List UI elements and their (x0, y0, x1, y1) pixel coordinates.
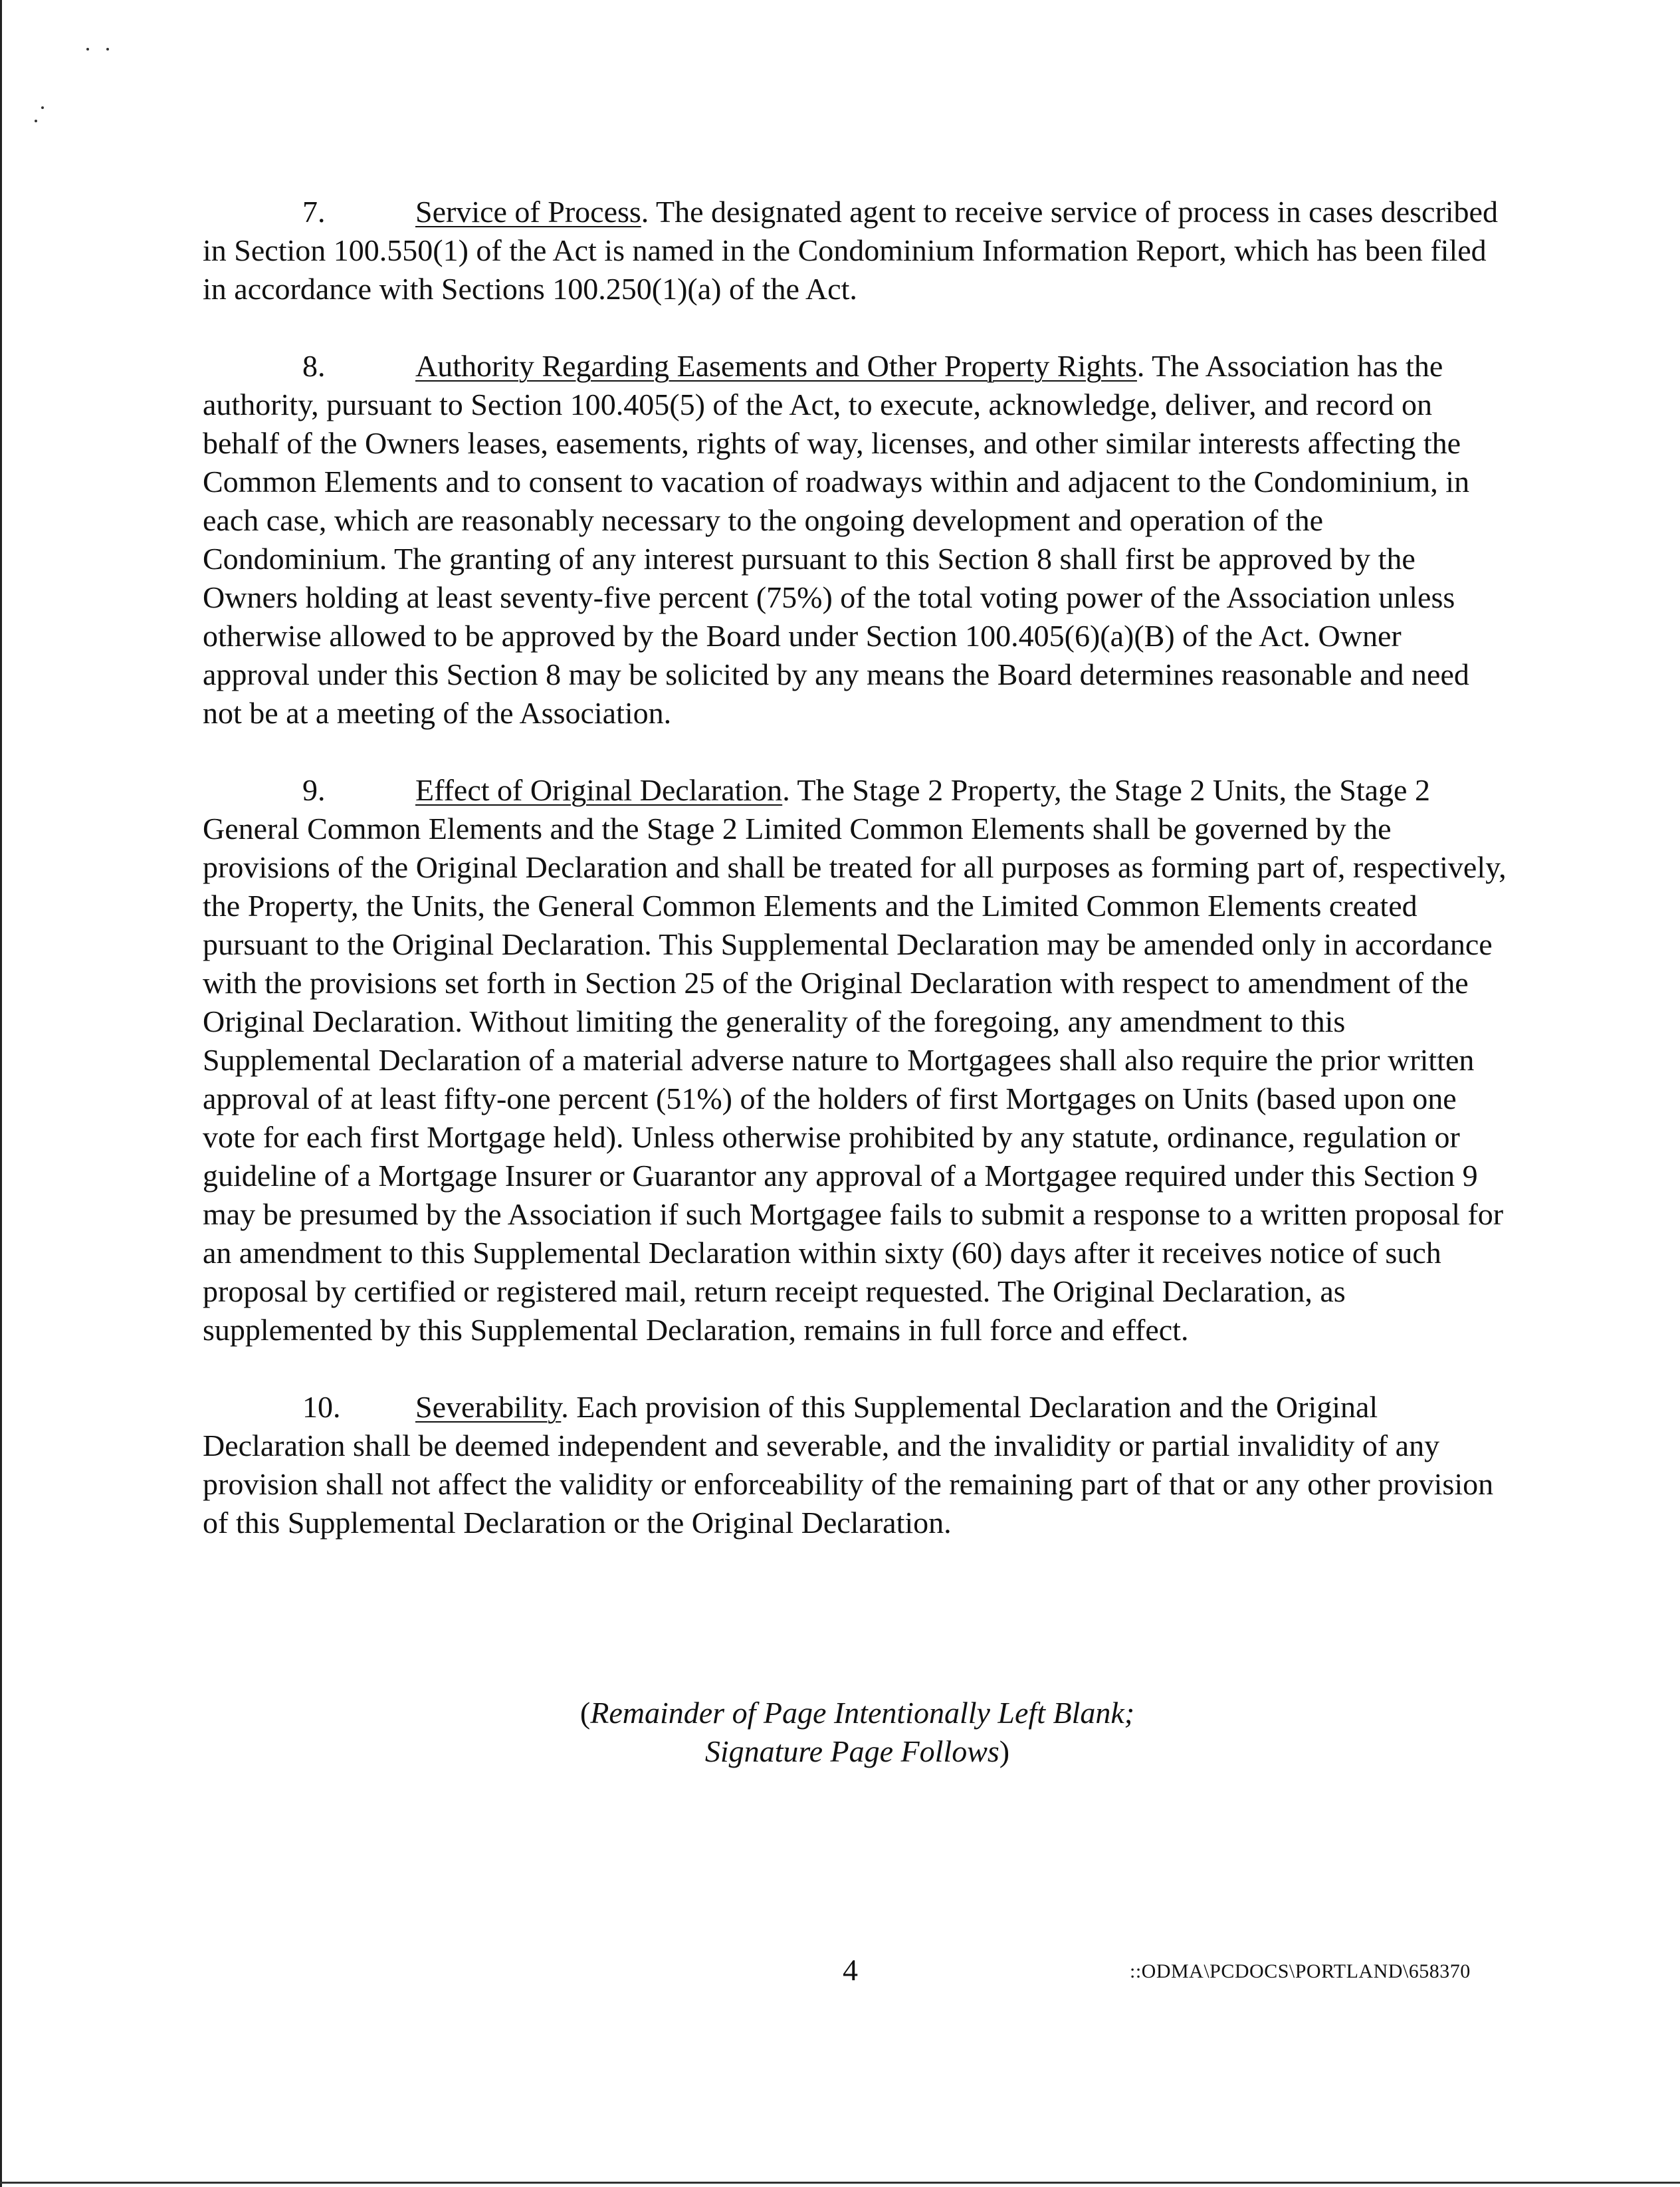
scan-speck (86, 48, 89, 51)
section-text: . The Association has the authority, pursuant to Section 100.405(5) of the Act, to execute, acknowledge, deliver, and record on behalf of the Owners leases, easements, rights of way, licenses, and other similar interests affecting the Common Elements and to consent to vacation of roadways within and adjacent to the Condominium, in each case, which are reasonably necessary to the ongoing development and operation of the Condominium. The granting of any interest pursuant to this Section 8 shall first be approved by the Owners holding at least seventy-five percent (75%) of the total voting power of the Association unless otherwise allowed to be approved by the Board under Section 100.405(6)(a)(B) of the Act. Owner approval under this Section 8 may be solicited by any means the Board determines reasonable and need not be at a meeting of the Association. (203, 349, 1470, 730)
section-9 (203, 771, 1512, 1349)
section-8 (203, 347, 1512, 733)
scan-bottom-edge (0, 2182, 1680, 2184)
close-paren: ) (999, 1734, 1010, 1768)
remainder-line-2 (203, 1732, 1512, 1771)
open-paren: ( (579, 1696, 591, 1730)
scan-left-edge (0, 0, 2, 2187)
section-text: . The designated agent to receive service of process in cases described in Section 100.550(1) of the Act is named in the Condominium Information Report, which has been filed in accordance with Sections 100.250(1)(a) of the Act. (203, 195, 1498, 306)
section-heading: Severability (415, 1390, 562, 1424)
section-heading: Service of Process (415, 195, 641, 229)
section-heading: Authority Regarding Easements and Other Property Rights (415, 349, 1137, 383)
document-id: ::ODMA\PCDOCS\PORTLAND\658370 (1130, 1960, 1471, 1982)
remainder-line-1 (203, 1694, 1512, 1732)
section-text: . Each provision of this Supplemental Declaration and the Original Declaration shall be deemed independent and severable, and the invalidity or partial invalidity of any provision shall not affect the validity or enforceability of the remaining part of that or any other provision of this Supplemental Declaration or the Original Declaration. (203, 1390, 1494, 1540)
scan-speck (106, 48, 109, 51)
remainder-text-2: Signature Page Follows (704, 1734, 999, 1768)
section-7 (203, 193, 1512, 308)
scan-speck (35, 120, 37, 122)
section-number: 8. (302, 349, 326, 383)
section-text: . The Stage 2 Property, the Stage 2 Units, the Stage 2 General Common Elements and the Stage 2 Limited Common Elements shall be governed by the provisions of the Original Declaration and shall be treated for all purposes as forming part of, respectively, the Property, the Units, the General Common Elements and the Limited Common Elements created pursuant to the Original Declaration. This Supplemental Declaration may be amended only in accordance with the provisions set forth in Section 25 of the Original Declaration with respect to amendment of the Original Declaration. Without limiting the generality of the foregoing, any amendment to this Supplemental Declaration of a material adverse nature to Mortgagees shall also require the prior written approval of at least fifty-one percent (51%) of the holders of first Mortgages on Units (based upon one vote for each first Mortgage held). Unless otherwise prohibited by any statute, ordinance, regulation or guideline of a Mortgage Insurer or Guarantor any approval of a Mortgagee required under this Section 9 may be presumed by the Association if such Mortgagee fails to submit a response to a written proposal for an amendment to this Supplemental Declaration within sixty (60) days after it receives notice of such proposal by certified or registered mail, return receipt requested. The Original Declaration, as supplemented by this Supplemental Declaration, remains in full force and effect. (203, 773, 1507, 1347)
section-number: 9. (302, 773, 326, 807)
section-number: 7. (302, 195, 326, 229)
remainder-notice (203, 1694, 1512, 1771)
scan-speck (41, 106, 44, 109)
section-heading: Effect of Original Declaration (415, 773, 783, 807)
page-number: 4 (843, 1953, 858, 1987)
section-10 (203, 1388, 1512, 1542)
document-body (203, 193, 1512, 1581)
remainder-text-1: Remainder of Page Intentionally Left Blank; (590, 1696, 1135, 1730)
section-number: 10. (302, 1390, 341, 1424)
